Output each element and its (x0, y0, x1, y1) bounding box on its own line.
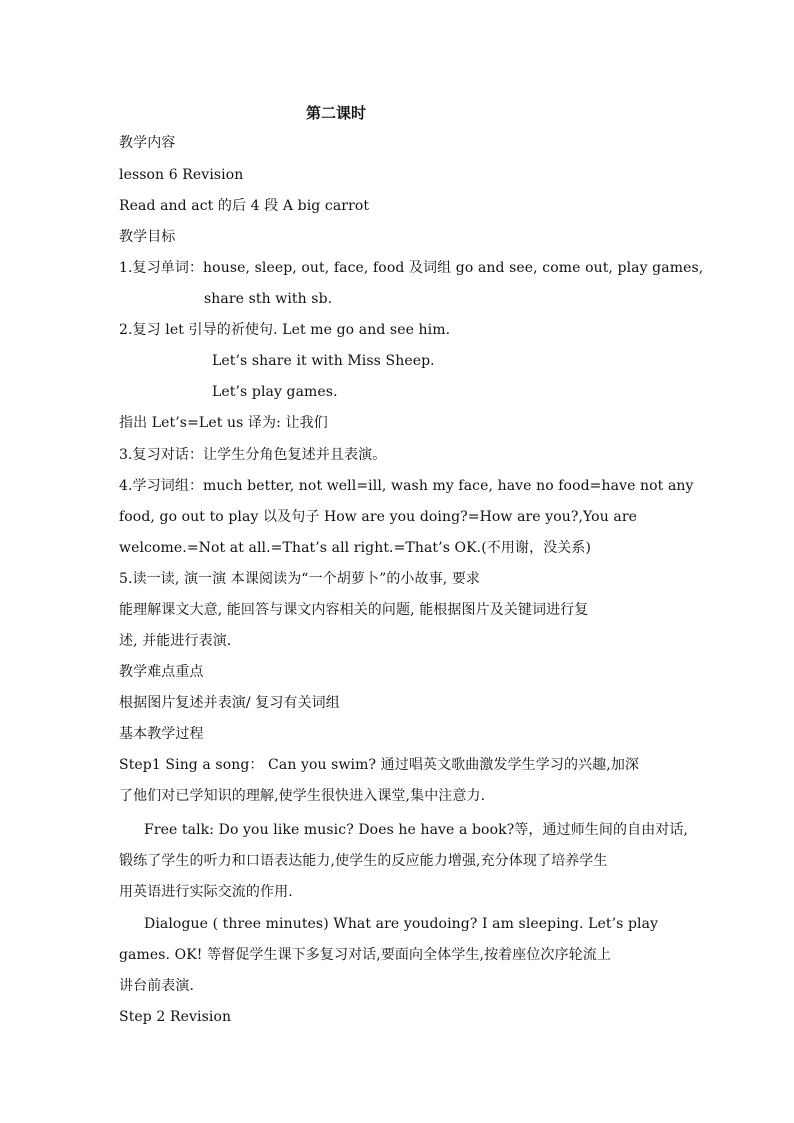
objective-1: 1.复习单词：house, sleep, out, face, food 及词组 go and see, come out, play games, (119, 260, 704, 276)
key-points-text: 根据图片复述并表演/ 复习有关词组 (119, 695, 340, 711)
objective-2-example-1: Let’s share it with Miss Sheep. (212, 353, 435, 369)
free-talk-cont-2: 用英语进行实际交流的作用. (119, 884, 293, 900)
dialogue-line: Dialogue ( three minutes) What are youdoing? I am sleeping. Let’s play (144, 916, 659, 932)
heading-key-points: 教学难点重点 (119, 664, 204, 680)
lesson-title: 第二课时 (306, 104, 367, 122)
step2-heading: Step 2 Revision (119, 1009, 232, 1025)
dialogue-cont-2: 讲台前表演. (119, 978, 195, 994)
dialogue-cont-1: games. OK! 等督促学生课下多复习对话,要面向全体学生,按着座位次序轮流上 (119, 947, 611, 963)
step1-cont: 了他们对已学知识的理解,使学生很快进入课堂,集中注意力. (119, 788, 486, 804)
heading-process: 基本教学过程 (119, 726, 204, 742)
free-talk-cont-1: 锻练了学生的听力和口语表达能力,使学生的反应能力增强,充分体现了培养学生 (119, 853, 608, 869)
objective-1-cont: share sth with sb. (204, 291, 333, 307)
objective-2-example-2: Let’s play games. (212, 384, 338, 400)
lets-note: 指出 Let’s=Let us 译为: 让我们 (119, 415, 328, 431)
objective-3: 3.复习对话：让学生分角色复述并且表演。 (119, 447, 387, 463)
objective-4: 4.学习词组：much better, not well=ill, wash my face, have no food=have not any (119, 478, 694, 494)
free-talk-line: Free talk: Do you like music? Does he have a book?等，通过师生间的自由对话, (144, 822, 689, 838)
objective-4-cont-1: food, go out to play 以及句子 How are you doing?=How are you?,You are (119, 509, 637, 525)
reading-line: Read and act 的后 4 段 A big carrot (119, 198, 370, 214)
step1-line: Step1 Sing a song： Can you swim? 通过唱英文歌曲激发学生学习的兴趣,加深 (119, 757, 640, 773)
objective-5-cont-2: 述, 并能进行表演. (119, 633, 232, 649)
objective-4-cont-2: welcome.=Not at all.=That’s all right.=That’s OK.(不用谢，没关系) (119, 540, 592, 556)
heading-content: 教学内容 (119, 135, 176, 151)
heading-objectives: 教学目标 (119, 229, 176, 245)
lesson-line: lesson 6 Revision (119, 167, 244, 183)
objective-5-cont-1: 能理解课文大意, 能回答与课文内容相关的问题, 能根据图片及关键词进行复 (119, 602, 589, 618)
objective-2: 2.复习 let 引导的祈使句. Let me go and see him. (119, 322, 451, 338)
objective-5: 5.读一读, 演一演 本课阅读为“一个胡萝卜”的小故事, 要求 (119, 571, 481, 587)
